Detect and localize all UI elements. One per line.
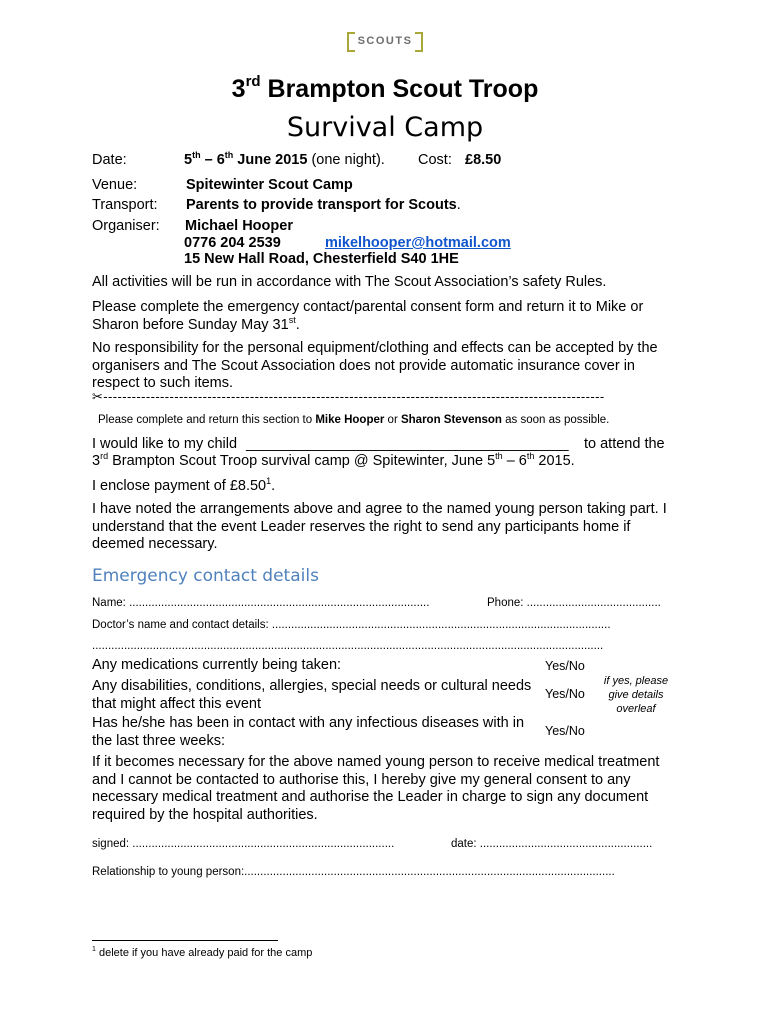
footnote-divider	[92, 940, 278, 941]
safety-rules-text: All activities will be run in accordance with The Scout Association’s safety Rules.	[92, 274, 607, 290]
if-yes-note: if yes, please give details overleaf	[603, 675, 669, 715]
date-day1: 5	[184, 152, 193, 168]
cost-value: £8.50	[465, 152, 502, 168]
return-note-name1: Mike Hooper	[315, 414, 385, 426]
organiser-label: Organiser:	[92, 218, 160, 234]
attend-3-sup: rd	[100, 451, 109, 461]
answer-disabilities[interactable]: Yes/No	[545, 687, 585, 701]
payment-footnote-ref: 1	[266, 476, 272, 486]
venue-label: Venue:	[92, 177, 138, 193]
phone-field[interactable]: Phone: ..........................................	[487, 597, 661, 609]
date-sep: – 6	[200, 152, 225, 168]
attend-6-sup: th	[526, 451, 535, 461]
answer-infectious[interactable]: Yes/No	[545, 724, 585, 738]
attend-line2	[92, 453, 575, 470]
attend-6: – 6	[502, 453, 527, 469]
relationship-field[interactable]: Relationship to young person:....................................................................................................................	[92, 866, 615, 878]
transport-label: Transport:	[92, 197, 158, 213]
child-name-field[interactable]: ________________________________________	[246, 436, 569, 452]
attend-3: 3	[92, 453, 101, 469]
attend-text: Brampton Scout Troop survival camp @ Spitewinter, June 5	[108, 453, 496, 469]
attend-line1-label: I would like to my child	[92, 436, 238, 452]
logo-text: SCOUTS	[357, 35, 413, 47]
footnote	[92, 946, 312, 959]
camp-title: Survival Camp	[286, 112, 484, 143]
attend-year: 2015.	[534, 453, 575, 469]
date-day1-sup: th	[192, 150, 201, 160]
title-sup: rd	[245, 73, 261, 90]
title-prefix: 3	[231, 75, 246, 103]
organiser-phone: 0776 204 2539	[184, 235, 281, 251]
return-note	[98, 414, 609, 426]
emergency-heading: Emergency contact details	[92, 566, 319, 586]
transport-text: Parents to provide transport for Scouts	[186, 197, 457, 213]
organiser-email-link[interactable]: mikelhooper@hotmail.com	[325, 235, 511, 251]
return-form-main: Please complete the emergency contact/parental consent form and return it to Mike or Sharon before Sunday May 31	[92, 299, 644, 333]
return-note-mid: or	[384, 414, 401, 426]
return-form-end: .	[295, 316, 300, 333]
return-note-pre: Please complete and return this section to	[98, 414, 316, 426]
date-day2-sup: th	[224, 150, 234, 160]
question-infectious: Has he/she has been in contact with any infectious diseases with in the last three weeks:	[92, 715, 525, 749]
date-field[interactable]: date: ......................................................	[451, 838, 653, 850]
responsibility-text: No responsibility for the personal equipment/clothing and effects can be accepted by the organisers and The Scout Association does not provide automatic insurance cover in respect to such items.	[92, 340, 658, 391]
cost-label: Cost:	[418, 152, 452, 168]
organiser-address: 15 New Hall Road, Chesterfield S40 1HE	[184, 251, 459, 267]
footnote-text: delete if you have already paid for the camp	[95, 947, 313, 959]
cut-line: ✂----------------------------------------------------------------------------------------------------------	[92, 389, 605, 404]
payment-text	[92, 478, 275, 495]
venue-value: Spitewinter Scout Camp	[186, 177, 353, 193]
footnote-number: 1	[92, 946, 96, 953]
logo-bracket-left	[347, 32, 355, 52]
troop-title	[0, 75, 770, 104]
payment-end: .	[271, 478, 276, 494]
logo-bracket-right	[415, 32, 423, 52]
payment-main: I enclose payment of £8.50	[92, 478, 267, 494]
transport-value	[186, 197, 461, 214]
transport-end: .	[456, 197, 461, 213]
doctor-field[interactable]: Doctor’s name and contact details: ..........................................................................................................	[92, 619, 611, 631]
date-note: (one night).	[307, 152, 385, 168]
signed-field[interactable]: signed: ..................................................................................	[92, 838, 395, 850]
attend-line1-end: to attend the	[584, 436, 665, 452]
return-form-sup: st	[288, 314, 296, 325]
title-rest: Brampton Scout Troop	[260, 75, 539, 103]
return-form-text	[92, 299, 682, 334]
return-note-name2: Sharon Stevenson	[400, 414, 502, 426]
organiser-name: Michael Hooper	[185, 218, 293, 234]
extra-dotted-field[interactable]: ................................................................................................................................................................	[92, 640, 604, 652]
name-field[interactable]: Name: ..............................................................................................	[92, 597, 430, 609]
date-value	[184, 152, 385, 169]
question-medications: Any medications currently being taken:	[92, 657, 342, 673]
agreement-text: I have noted the arrangements above and agree to the named young person taking part. I understand that the event Leader reserves the right to send any participants home if deemed necessary.	[92, 501, 667, 552]
date-month-year: June 2015	[233, 152, 308, 168]
consent-text: If it becomes necessary for the above named young person to receive medical treatment and I cannot be contacted to authorise this, I hereby give my general consent to any necessary medical treatment and authorise the Leader in charge to sign any document required by the hospital authorities.	[92, 754, 660, 823]
answer-medications[interactable]: Yes/No	[545, 659, 585, 673]
attend-5-sup: th	[495, 451, 503, 461]
question-disabilities: Any disabilities, conditions, allergies, special needs or cultural needs that might affect this event	[92, 678, 532, 712]
return-note-post: as soon as possible.	[501, 414, 610, 426]
scouts-logo	[347, 32, 423, 54]
date-label: Date:	[92, 152, 127, 168]
